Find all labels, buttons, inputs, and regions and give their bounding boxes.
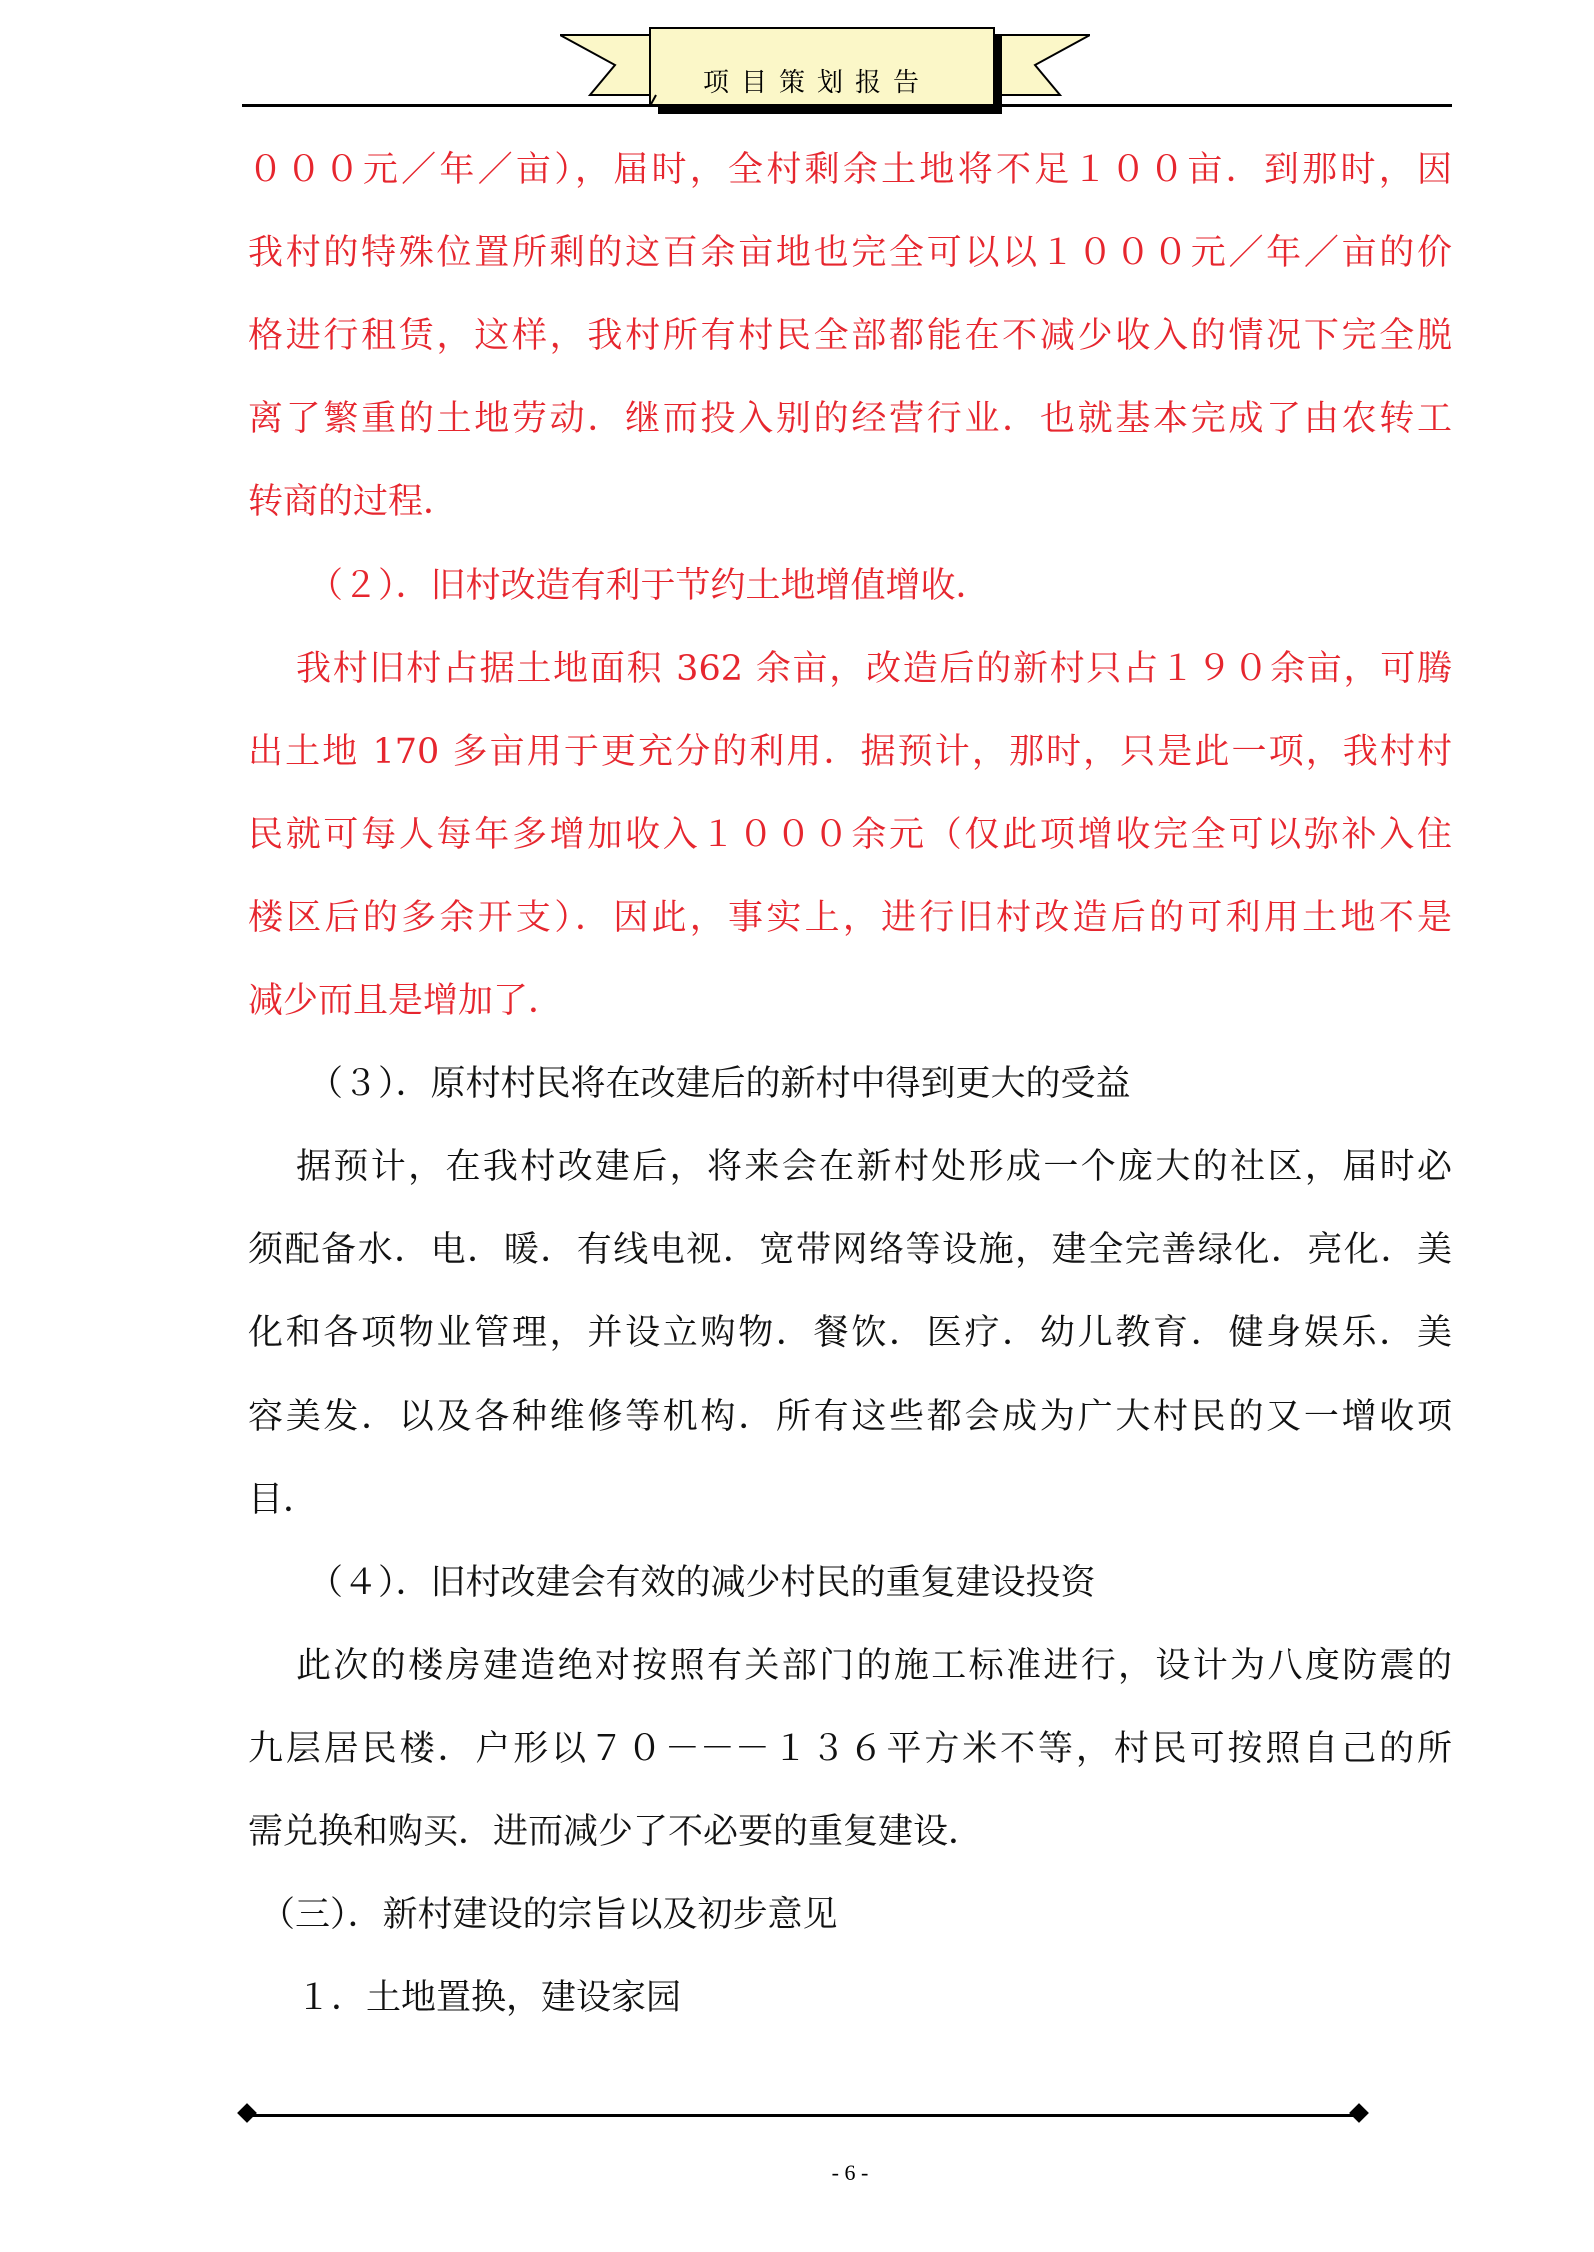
text-line: 须配备水．电．暖．有线电视．宽带网络等设施，建全完善绿化．亮化．美	[248, 1230, 1452, 1271]
text-line: （２）．旧村改造有利于节约土地增值增收．	[308, 565, 991, 606]
text-line: 我村旧村占据土地面积 362 余亩，改造后的新村只占１９０余亩，可腾	[296, 648, 1452, 689]
text-line: 目．	[248, 1479, 319, 1520]
text-line: 化和各项物业管理，并设立购物．餐饮．医疗．幼儿教育．健身娱乐．美	[248, 1313, 1452, 1354]
header-rule	[242, 104, 1452, 107]
footer-rule	[247, 2114, 1359, 2117]
text-line: 需兑换和购买．进而减少了不必要的重复建设．	[248, 1812, 984, 1852]
text-line: 容美发．以及各种维修等机构．所有这些都会成为广大村民的又一增收项	[248, 1396, 1452, 1437]
text-line: 减少而且是增加了．	[248, 981, 564, 1021]
text-line: 民就可每人每年多增加收入１０００余元（仅此项增收完全可以弥补入住	[248, 814, 1452, 855]
text-line: 楼区后的多余开支）．因此，事实上，进行旧村改造后的可利用土地不是	[248, 897, 1452, 938]
text-line: 离了繁重的土地劳动．继而投入别的经营行业．也就基本完成了由农转工	[248, 399, 1452, 440]
footer-right-diamond	[1349, 2103, 1369, 2123]
text-line: ０００元／年／亩），届时，全村剩余土地将不足１００亩．到那时，因	[248, 150, 1452, 190]
text-line: 我村的特殊位置所剩的这百余亩地也完全可以以１０００元／年／亩的价	[248, 233, 1452, 274]
header-title: 项目策划报告	[702, 68, 931, 98]
text-line: 转商的过程．	[248, 482, 459, 523]
text-line: 出土地 170 多亩用于更充分的利用．据预计，那时，只是此一项，我村村	[248, 731, 1452, 772]
text-line: （４）．旧村改建会有效的减少村民的重复建设投资	[308, 1562, 1096, 1603]
text-line: （三）．新村建设的宗旨以及初步意见	[260, 1895, 838, 1936]
page-number: - 6 -	[831, 2160, 869, 2185]
text-line: １．土地置换，建设家园	[296, 1978, 682, 2019]
text-line: 据预计，在我村改建后，将来会在新村处形成一个庞大的社区，届时必	[296, 1147, 1452, 1188]
text-line: 九层居民楼．户形以７０－－－１３６平方米不等，村民可按照自己的所	[248, 1728, 1452, 1769]
footer-left-diamond	[237, 2103, 257, 2123]
text-line: 此次的楼房建造绝对按照有关部门的施工标准进行，设计为八度防震的	[296, 1645, 1452, 1686]
text-line: （３）．原村村民将在改建后的新村中得到更大的受益	[308, 1064, 1131, 1105]
text-line: 格进行租赁，这样，我村所有村民全部都能在不减少收入的情况下完全脱	[248, 316, 1452, 357]
